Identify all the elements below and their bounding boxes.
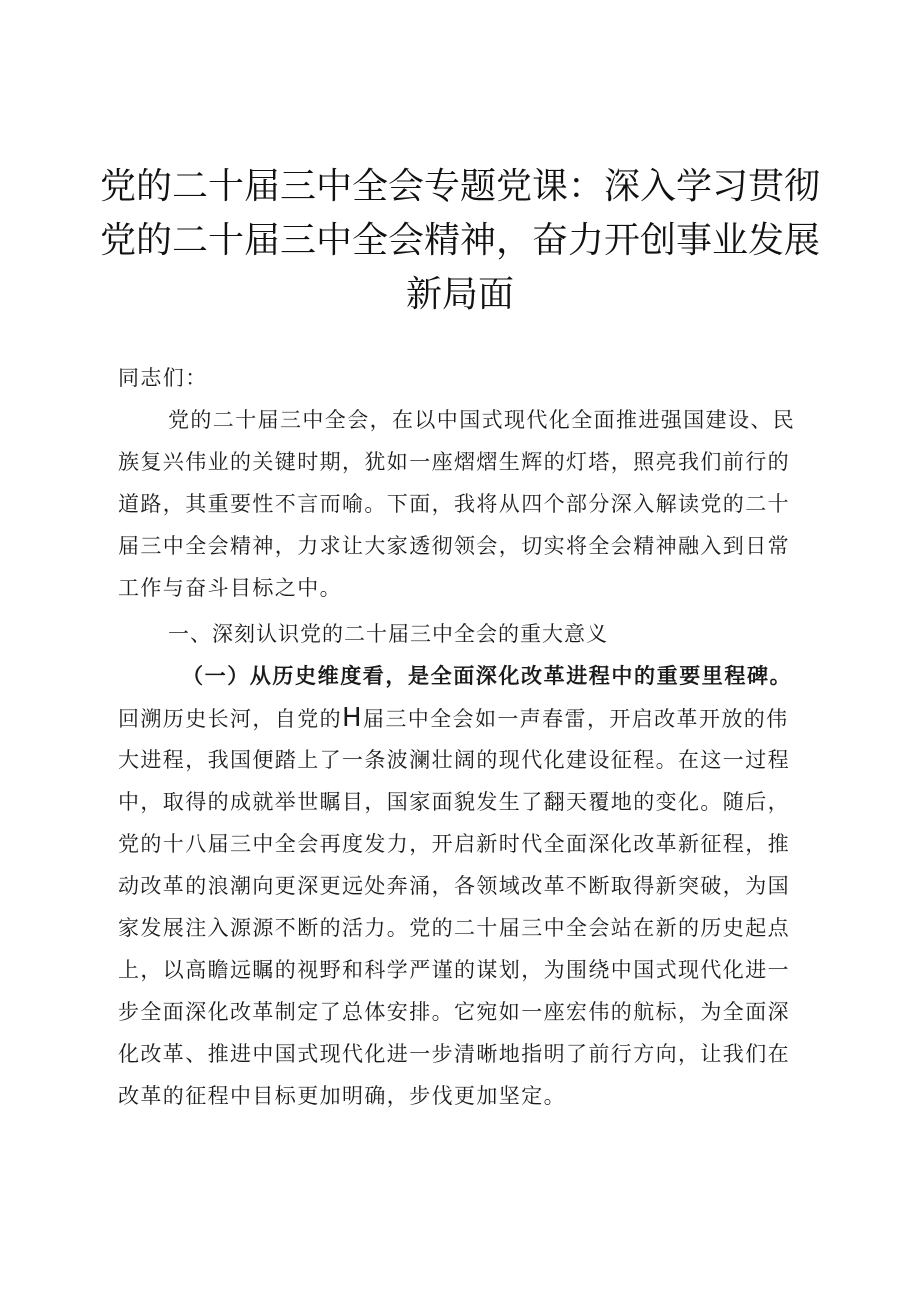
subsection-line-2: 大进程，我国便踏上了一条波澜壮阔的现代化建设征程。在这一过程 xyxy=(118,748,790,772)
subsection-line-10: 改革的征程中目标更加明确，步伐更加坚定。 xyxy=(118,1084,566,1108)
subsection-line-9: 化改革、推进中国式现代化进一步清晰地指明了前行方向，让我们在 xyxy=(118,1042,790,1066)
subsection-line-3: 中，取得的成就举世瞩目，国家面貌发生了翻天覆地的变化。随后， xyxy=(118,790,790,814)
title-line-3: 新局面 xyxy=(405,274,514,315)
intro-line-1: 党的二十届三中全会，在以中国式现代化全面推进强国建设、民 xyxy=(168,408,796,432)
intro-line-3: 道路，其重要性不言而喻。下面，我将从四个部分深入解读党的二十 xyxy=(118,492,790,516)
first-line-before: 回溯历史长河，自党的 xyxy=(118,707,342,731)
first-line-after: 届三中全会如一声春雷，开启改革开放的伟 xyxy=(362,707,789,731)
subsection-line-7: 上，以高瞻远瞩的视野和科学严谨的谋划，为围绕中国式现代化进一 xyxy=(118,958,790,982)
subsection-heading: （一）从历史维度看，是全面深化改革进程中的重要里程碑。 xyxy=(182,663,793,688)
subsection-line-5: 动改革的浪潮向更深更远处奔涌，各领域改革不断取得新突破，为国 xyxy=(118,874,790,898)
title-line-1: 党的二十届三中全会专题党课：深入学习贯彻 xyxy=(100,166,821,207)
subsection-line-8: 步全面深化改革制定了总体安排。它宛如一座宏伟的航标，为全面深 xyxy=(118,1000,790,1024)
salutation: 同志们： xyxy=(118,366,208,390)
subsection-first-line xyxy=(118,697,818,739)
document-title xyxy=(100,160,820,322)
title-line-2: 党的二十届三中全会精神，奋力开创事业发展 xyxy=(100,220,821,261)
first-line-glyph: H xyxy=(342,703,363,733)
subsection-line-6: 家发展注入源源不断的活力。党的二十届三中全会站在新的历史起点 xyxy=(118,916,790,940)
intro-line-5: 工作与奋斗目标之中。 xyxy=(118,576,342,600)
section-heading: 一、深刻认识党的二十届三中全会的重大意义 xyxy=(168,622,608,646)
intro-line-2: 族复兴伟业的关键时期，犹如一座熠熠生辉的灯塔，照亮我们前行的 xyxy=(118,450,790,474)
intro-line-4: 届三中全会精神，力求让大家透彻领会，切实将全会精神融入到日常 xyxy=(118,534,790,558)
subsection-line-4: 党的十八届三中全会再度发力，开启新时代全面深化改革新征程，推 xyxy=(118,832,790,856)
document-body xyxy=(118,357,818,1117)
